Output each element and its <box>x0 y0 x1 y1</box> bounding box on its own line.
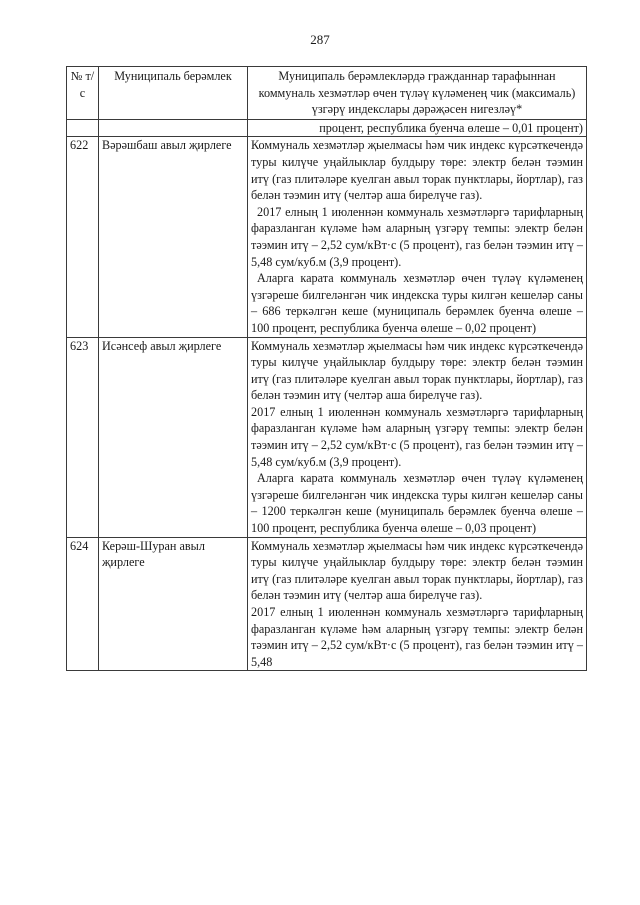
table-header-row <box>67 67 587 120</box>
paragraph: Коммуналь хезмәтләр җыелмасы һәм чик индекс күрсәткечендә туры килүче уңайлыклар булдыру төре: электр белән тәэмин итү (газ плитәләре куелган авыл торак пунктлары, йортлар), газ белән тәэмин итү (челтәр аша бирелүче газ). <box>251 338 583 403</box>
paragraph: Коммуналь хезмәтләр җыелмасы һәм чик индекс күрсәткечендә туры килүче уңайлыклар булдыру төре: электр белән тәэмин итү (газ плитәләре куелган авыл торак пунктлары, йортлар), газ белән тәэмин итү (челтәр аша бирелүче газ). <box>251 138 583 203</box>
paragraph: Аларга карата коммуналь хезмәтләр өчен түләү күләменең үзгәреше билгеләнгән чик индекска туры килгән кешеләр саны – 686 теркәлгән кеше (муниципаль берәмлек буенча өлеше – 100 процент, республика буенча өлеше – 0,02 процент) <box>251 271 583 335</box>
municipality-name: Вәрәшбаш авыл җирлеге <box>99 137 248 337</box>
municipal-index-table <box>66 66 587 671</box>
row-number: 622 <box>67 137 99 337</box>
paragraph: 2017 елның 1 июленнән коммуналь хезмәтләргә тарифларның фаразланган күләме һәм аларның үзгәрү темпы: электр белән тәэмин итү – 2,52 сум/кВт·с (5 процент), газ белән тәэмин итү – 5,48 сум/куб.м (3,9 процент). <box>251 404 583 469</box>
table-row <box>67 337 587 537</box>
paragraph: 2017 елның 1 июленнән коммуналь хезмәтләргә тарифларның фаразланган күләме һәм аларның үзгәрү темпы: электр белән тәэмин итү – 2,52 сум/кВт·с (5 процент), газ белән тәэмин итү – 5,48 <box>251 605 583 669</box>
basis-text <box>248 137 587 337</box>
continuation-row <box>67 119 587 137</box>
row-number: 623 <box>67 337 99 537</box>
header-basis: Муниципаль берәмлекләрдә гражданнар тарафыннан коммуналь хезмәтләр өчен түләү күләменең чик (максималь) үзгәрү индекслары дәрәҗәсен нигезләү* <box>248 67 587 120</box>
page-number: 287 <box>310 32 330 47</box>
municipality-name: Керәш-Шуран авыл җирлеге <box>99 537 248 671</box>
paragraph: Аларга карата коммуналь хезмәтләр өчен түләү күләменең үзгәреше билгеләнгән чик индекска туры килгән кешеләр саны – 1200 теркәлгән кеше (муниципаль берәмлек буенча өлеше – 100 процент, республика буенча өлеше – 0,03 процент) <box>251 471 583 536</box>
paragraph: Коммуналь хезмәтләр җыелмасы һәм чик индекс күрсәткечендә туры килүче уңайлыклар булдыру төре: электр белән тәэмин итү (газ плитәләре куелган авыл торак пунктлары, йортлар), газ белән тәэмин итү (челтәр аша бирелүче газ). <box>251 538 583 603</box>
row-number: 624 <box>67 537 99 671</box>
header-num: № т/с <box>67 67 99 120</box>
header-municipality: Муниципаль берәмлек <box>99 67 248 120</box>
continuation-text: процент, республика буенча өлеше – 0,01 процент) <box>248 119 587 137</box>
basis-text <box>248 337 587 537</box>
municipality-name: Исәнсеф авыл җирлеге <box>99 337 248 537</box>
table-row <box>67 537 587 671</box>
paragraph: 2017 елның 1 июленнән коммуналь хезмәтләргә тарифларның фаразланган күләме һәм аларның үзгәрү темпы: электр белән тәэмин итү – 2,52 сум/кВт·с (5 процент), газ белән тәэмин итү – 5,48 сум/куб.м (3,9 процент). <box>251 204 583 269</box>
table-row <box>67 137 587 337</box>
basis-text <box>248 537 587 671</box>
